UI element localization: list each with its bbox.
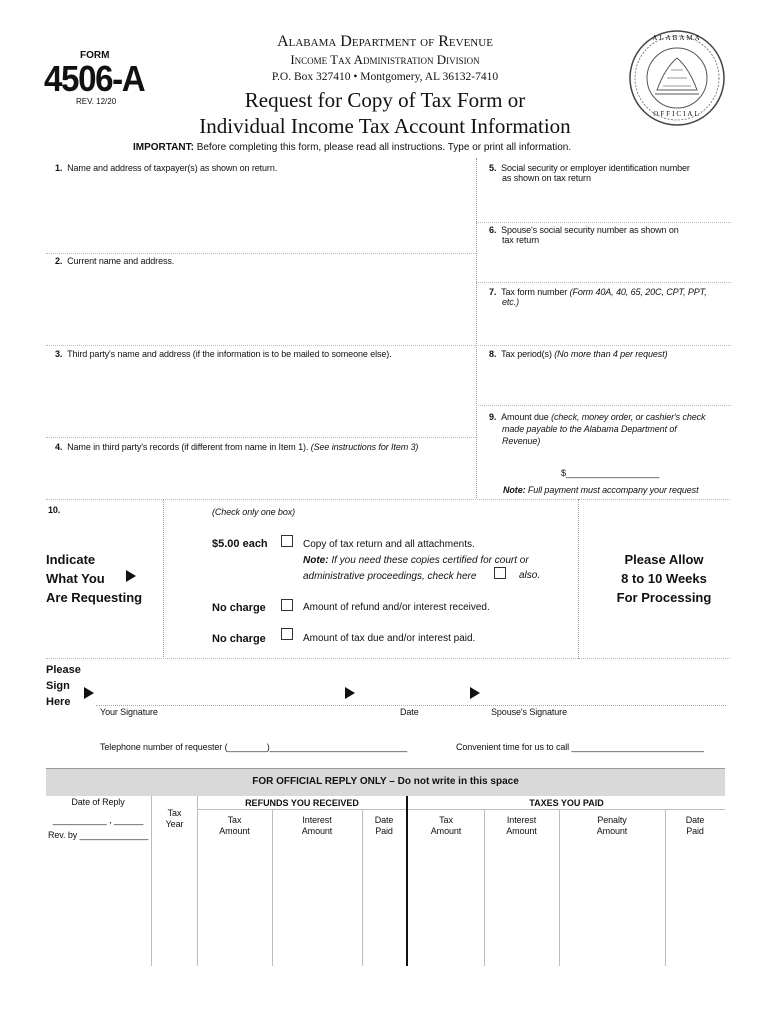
item-4-label: 4. Name in third party's records (if different from name in Item 1). (See instructions for Item 3) [55,442,419,452]
item-4-field[interactable] [70,458,470,494]
date-field[interactable] [358,690,468,706]
form-title-line2: Individual Income Tax Account Information [199,114,571,138]
item-5-field[interactable] [500,190,725,220]
reviewed-by-field: Rev. by ______________ [48,830,149,840]
telephone-field[interactable]: Telephone number of requester (________)____________________________ [100,742,407,752]
payment-note: Note: Full payment must accompany your request [503,485,699,495]
arrow-right-icon [126,570,136,582]
item-5-label: 5. Social security or employer identification number as shown on tax return [489,163,690,183]
certified-also-text: also. [519,570,541,581]
option-1-price: $5.00 each [212,538,268,550]
item-3-divider [46,437,476,438]
item-6-divider [476,282,731,283]
option-1-text: Copy of tax return and all attachments. Note: If you need these copies certified for court or administrative proceedings, check here [303,539,529,582]
option-3-text: Amount of tax due and/or interest paid. [303,633,476,644]
form-title-line1: Request for Copy of Tax Form or [244,88,526,112]
seal-text-bottom: OFFICIAL [653,110,701,118]
date-of-reply-field: ___________ , ______ [52,815,144,825]
department-address: P.O. Box 327410 • Montgomery, AL 36132-7410 [271,71,499,83]
item-3-field[interactable] [70,365,470,435]
convenient-time-field[interactable]: Convenient time for us to call ___________________________ [456,742,704,752]
item-7-field[interactable] [500,314,725,342]
refund-tax-amount-header: Tax Amount [219,815,250,836]
please-sign-here-label: Please Sign Here [46,664,81,708]
item-2-label: 2. Current name and address. [55,256,175,266]
date-arrow-icon [345,687,355,699]
option-1-checkbox[interactable] [281,535,293,547]
option-2-price: No charge [212,602,266,614]
refunds-received-header: REFUNDS YOU RECEIVED [245,798,359,808]
section-10-top-divider [46,499,730,500]
item-3-label: 3. Third party's name and address (if the information is to be mailed to someone else). [55,349,392,359]
option-2-text: Amount of refund and/or interest received. [303,602,490,613]
indicate-label: Indicate What You Are Requesting [46,552,143,605]
item-5-divider [476,222,731,223]
item-8-label: 8. Tax period(s) (No more than 4 per request) [489,349,668,359]
section-10-left-divider [163,499,164,659]
paid-penalty-amount-header: Penalty Amount [596,815,628,836]
division-name: Income Tax Administration Division [290,52,480,67]
form-label: FORM [80,50,110,61]
item-9-label: 9. Amount due (check, money order, or cashier's check made payable to the Alabama Department of Revenue) [489,412,706,446]
date-of-reply-label: Date of Reply [71,797,125,807]
item-1-divider [46,253,476,254]
option-3-price: No charge [212,633,266,645]
seal-text-top: ALABAMA [652,34,702,42]
department-name: Alabama Department of Revenue [277,33,493,50]
signature-line [96,705,726,706]
item-8-field[interactable] [500,364,725,402]
item-1-label: 1. Name and address of taxpayer(s) as shown on return. [55,163,278,173]
signature-top-divider [46,658,730,659]
refund-date-paid-header: Date Paid [374,815,394,836]
important-text: Before completing this form, please read all instructions. Type or print all information. [196,142,572,153]
your-signature-label: Your Signature [100,707,158,717]
item-7-divider [476,345,731,346]
important-label: IMPORTANT: [133,142,194,153]
check-one-note: (Check only one box) [212,507,296,517]
item-2-field[interactable] [70,272,470,342]
item-10-number: 10. [48,505,61,515]
items-column-divider [476,158,477,498]
paid-tax-amount-header: Tax Amount [430,815,462,836]
spouse-signature-field[interactable] [484,690,724,706]
official-reply-header: FOR OFFICIAL REPLY ONLY – Do not write in this space [252,776,519,787]
amount-due-field[interactable]: $___________________ [561,468,660,478]
paid-date-paid-header: Date Paid [685,815,705,836]
item-6-label: 6. Spouse's social security number as shown on tax return [489,225,679,245]
refund-interest-amount-header: Interest Amount [301,815,333,836]
date-label: Date [400,707,419,717]
form-revision: REV. 12/20 [76,97,117,106]
form-number: 4506-A [44,58,145,99]
important-notice [133,142,571,153]
item-8-divider [476,405,731,406]
certified-copy-checkbox[interactable] [494,567,506,579]
option-2-checkbox[interactable] [281,599,293,611]
section-10-right-divider [578,499,579,659]
your-signature-field[interactable] [96,690,346,706]
spouse-arrow-icon [470,687,480,699]
group-header-line [197,809,725,810]
item-7-label: 7. Tax form number (Form 40A, 40, 65, 20C, CPT, PPT, etc.) [489,287,707,307]
taxes-paid-header: TAXES YOU PAID [529,798,604,808]
item-1-field[interactable] [70,180,470,250]
tax-year-header: Tax Year [165,808,184,829]
option-3-checkbox[interactable] [281,628,293,640]
paid-interest-amount-header: Interest Amount [506,815,537,836]
sign-arrow-icon [84,687,94,699]
item-6-field[interactable] [500,252,725,280]
item-2-divider [46,345,476,346]
spouse-signature-label: Spouse's Signature [491,707,567,717]
processing-time-notice: Please Allow 8 to 10 Weeks For Processing [616,552,712,605]
